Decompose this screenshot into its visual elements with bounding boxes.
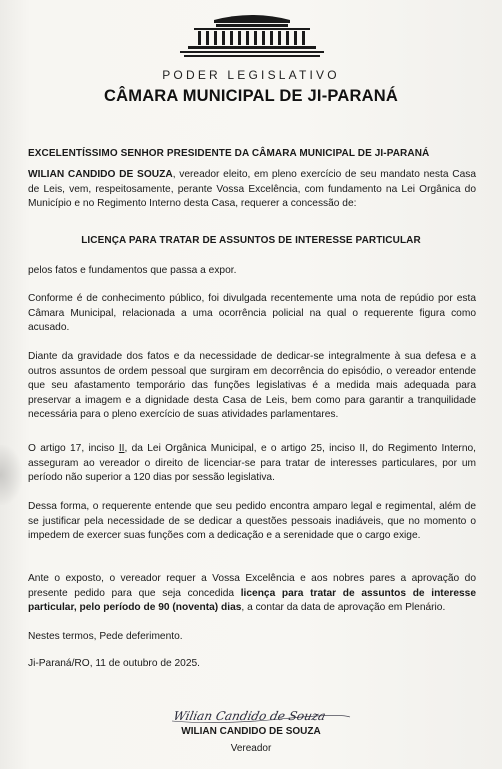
article-text-a: O artigo 17, inciso [28,443,119,454]
gravity-paragraph: Diante da gravidade dos fatos e da necessidade de dedicar-se integralmente à sua defesa e a outros assuntos de ordem pessoal que surgiram em decorrência do episódio, o vereador entende que seu afastamento temporário das funções legislativas é a medida mais adequada para preservar a imagem e a dignidade desta Casa de Leis, bem como para garantir a tranquilidade necessária para o pleno exercício de suas atividades parlamentares. [28,351,476,421]
org-name-line1: PODER LEGISLATIVO [162,68,340,82]
intro-text: , vereador eleito, em pleno exercício de seu mandato nesta Casa de Leis, vem, respeitosamente, perante Vossa Excelência, com fundamento na Lei Orgânica do Município e no Regimento Interno desta Casa, requerer a concessão de: [28,169,476,210]
org-name-line2: CÂMARA MUNICIPAL DE JI-PARANÁ [104,87,398,105]
chamber-building-logo [178,14,326,58]
knowledge-paragraph: Conforme é de conhecimento público, foi divulgada recentemente uma nota de repúdio por esta Câmara Municipal, relacionada a uma ocorrência policial na qual o requerente figura como acusado. [28,293,476,334]
article-inciso: II [118,443,125,454]
article-paragraph [28,442,476,486]
request-text-a: Ante o exposto, o vereador requer a Vossa Excelência e aos nobres pares a aprovação do presente pedido para que seja concedida [28,573,476,599]
addressee: EXCELENTÍSSIMO SENHOR PRESIDENTE DA CÂMARA MUNICIPAL DE JI-PARANÁ [28,148,430,159]
signature-scribble: Wilian Candido de Souza [172,709,327,723]
request-paragraph [28,572,476,616]
page-shadow [0,445,22,505]
intro-paragraph [28,168,476,212]
requester-name: WILIAN CANDIDO DE SOUZA [28,169,173,180]
handwritten-signature [160,705,360,725]
request-bold: licença para tratar de assuntos de interesse particular, pelo período de 90 (noventa) dias [28,587,476,614]
signer-role: Vereador [230,743,272,754]
signer-name: WILIAN CANDIDO DE SOUZA [181,726,321,737]
place-date: Ji-Paraná/RO, 11 de outubro de 2025. [28,658,200,669]
subject-title: LICENÇA PARA TRATAR DE ASSUNTOS DE INTERESSE PARTICULAR [81,235,421,246]
facts-paragraph: pelos fatos e fundamentos que passa a expor. [28,265,237,276]
article-text-b: , da Lei Orgânica Municipal, e o artigo 25, inciso II, do Regimento Interno, asseguram ao vereador o direito de licenciar-se para tratar de interesses particulares, por um período não superior a 120 dias por sessão legislativa. [28,443,476,484]
request-text-b: , a contar da data de aprovação em Plenário. [241,602,446,614]
closing: Nestes termos, Pede deferimento. [28,631,183,642]
form-paragraph: Dessa forma, o requerente entende que seu pedido encontra amparo legal e regimental, além de se justificar pela necessidade de se dedicar a questões pessoais inadiáveis, que no momento o impedem de exercer suas funções com a dedicação e a serenidade que o cargo exige. [28,501,476,542]
